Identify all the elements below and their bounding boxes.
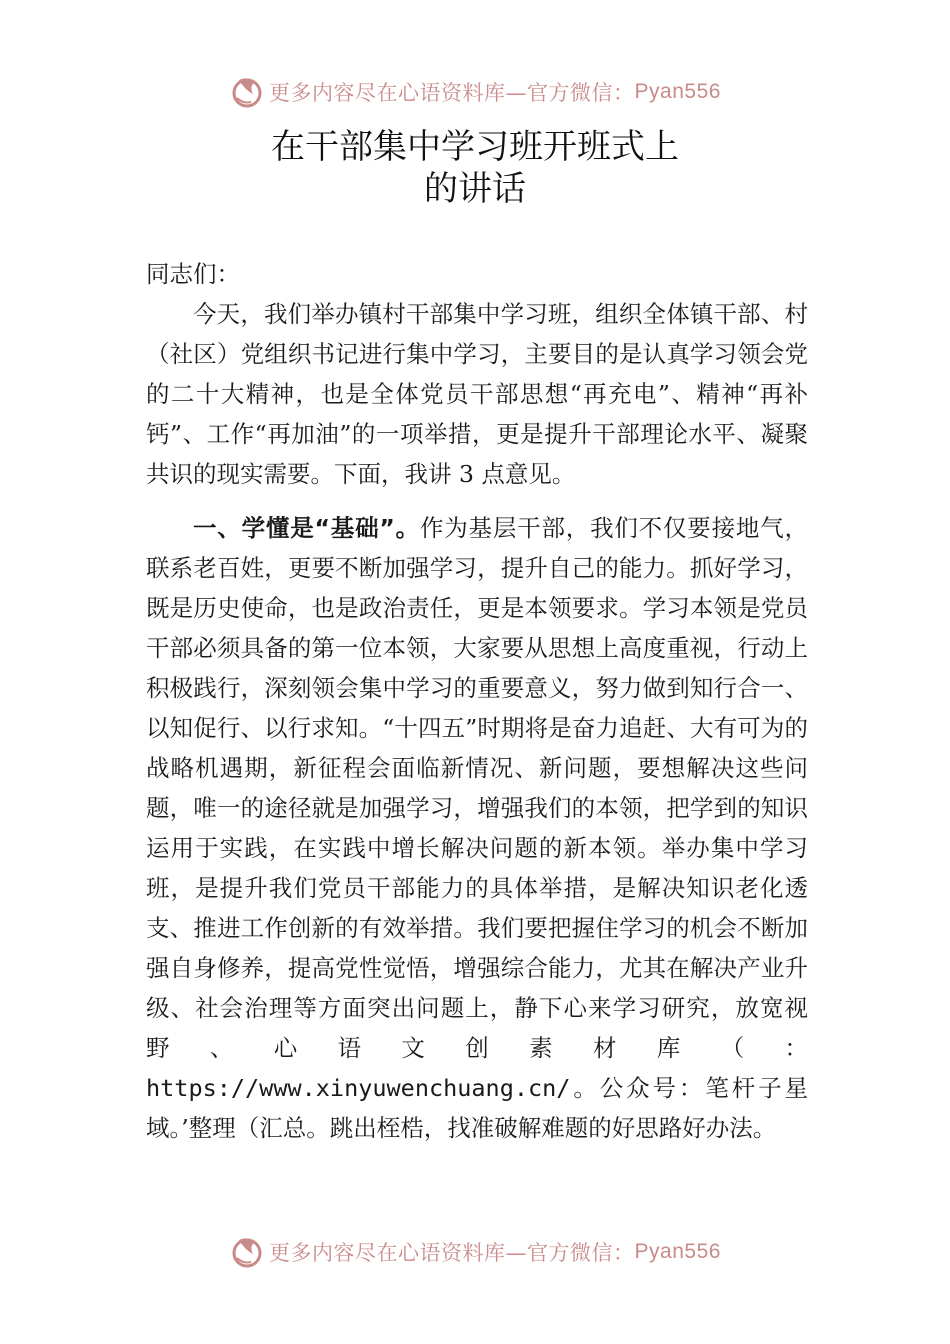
section-1-body-a: 作为基层干部，我们不仅要接地气，联系老百姓，更要不断加强学习，提升自己的能力。抓好学习，既是历史使命，也是政治责任，更是本领要求。学习本领是党员干部必须具备的第一位本领，大家要从思想上高度重视，行动上积极践行，深刻领会集中学习的重要意义，努力做到知行合一、以知促行、以行求知。“十四五”时期将是奋力追赶、大有可为的战略机遇期，新征程会面临新情况、新问题，要想解决这些问题，唯一的途径就是加强学习，增强我们的本领，把学到的知识运用于实践，在实践中增长解决问题的新本领。举办集中学习班，是提升我们党员干部能力的具体举措，是解决知识老化透支、推进工作创新的有效举措。我们要把握住学习的机会不断加强自身修养，提高党性觉悟，增强综合能力，尤其在解决产业升级、社会治理等方面突出问题上，静下心来学习研究，放宽视野、心语文创素材库（： (146, 514, 809, 1062)
paragraph-intro: 今天，我们举办镇村干部集中学习班，组织全体镇干部、村（社区）党组织书记进行集中学习，主要目的是认真学习领会党的二十大精神，也是全体党员干部思想“再充电”、精神“再补钙”、工作“再加油”的一项举措，更是提升干部理论水平、凝聚共识的现实需要。下面，我讲 3 点意见。 (146, 300, 808, 488)
greeting: 同志们： (146, 260, 240, 288)
watermark-text: 更多内容尽在心语资料库—官方微信： (269, 81, 635, 105)
document-title (0, 126, 950, 210)
watermark-wechat-id: Pyan556 (634, 1240, 721, 1263)
watermark-wechat-id: Pyan556 (634, 80, 721, 103)
title-line-1: 在干部集中学习班开班式上 (271, 127, 679, 167)
section-1-heading: 一、学懂是“基础”。 (193, 514, 420, 542)
watermark-text: 更多内容尽在心语资料库—官方微信： (269, 1241, 635, 1265)
logo-icon (229, 1234, 265, 1270)
section-1-body-b: 。公众号：笔杆子星域。’整理（汇总。跳出桎梏，找准破解难题的好思路好办法。 (146, 1074, 808, 1142)
logo-icon (229, 74, 265, 110)
title-line-2: 的讲话 (424, 169, 526, 209)
paragraph-section-1 (146, 508, 808, 1148)
section-1-url: https://www.xinyuwenchuang.cn/ (146, 1074, 571, 1102)
watermark-banner-top (0, 70, 950, 114)
watermark-banner-bottom (0, 1230, 950, 1274)
